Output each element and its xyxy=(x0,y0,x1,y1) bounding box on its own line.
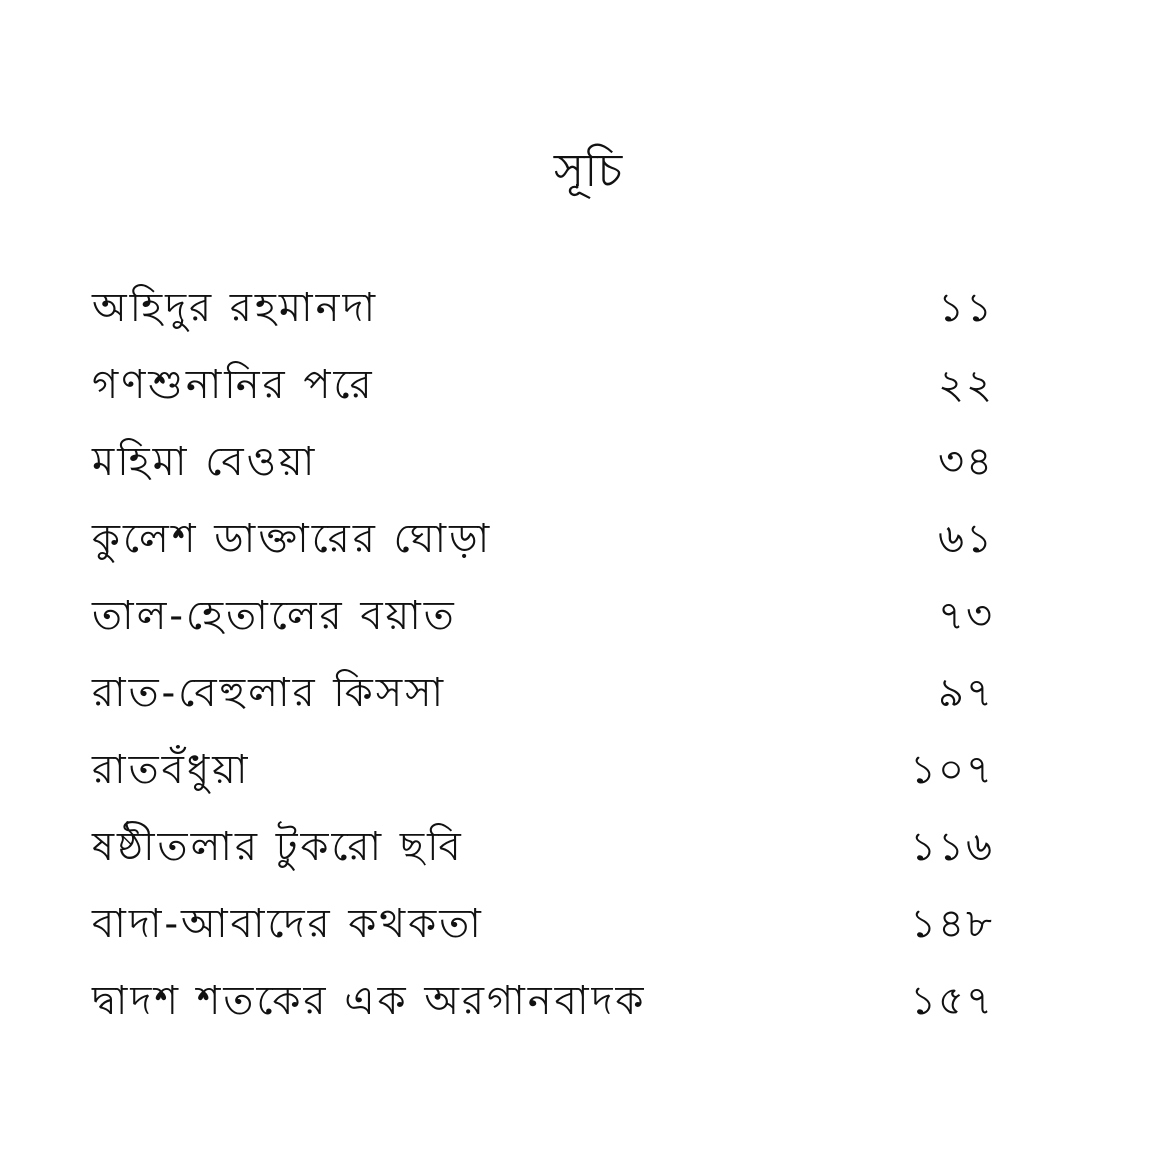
toc-entry-page: ১১ xyxy=(938,285,994,331)
toc-entry xyxy=(92,501,1002,578)
toc-entry xyxy=(92,732,1002,809)
toc-entry-title: বাদা-আবাদের কথকতা xyxy=(92,901,484,947)
toc-entry-title: অহিদুর রহমানদা xyxy=(92,285,379,331)
toc-entry-title: তাল-হেতালের বয়াত xyxy=(92,593,457,639)
page-title: সূচি xyxy=(553,143,623,197)
toc-entry-page: ১১৬ xyxy=(910,824,994,870)
toc-entry xyxy=(92,963,1002,1040)
toc-entry xyxy=(92,347,1002,424)
toc-entry-page: ২২ xyxy=(937,362,994,408)
toc-entry-title: কুলেশ ডাক্তারের ঘোড়া xyxy=(92,516,493,562)
toc-entry-title: মহিমা বেওয়া xyxy=(92,439,318,485)
toc-entry-page: ১৪৮ xyxy=(910,901,994,947)
table-of-contents xyxy=(92,270,1002,1040)
toc-entry xyxy=(92,886,1002,963)
toc-entry-title: গণশুনানির পরে xyxy=(92,362,375,408)
toc-entry-title: রাতবঁধুয়া xyxy=(92,747,251,793)
toc-entry xyxy=(92,270,1002,347)
toc-entry xyxy=(92,424,1002,501)
toc-entry xyxy=(92,809,1002,886)
toc-entry-page: ৬১ xyxy=(938,516,994,562)
toc-entry-page: ৩৪ xyxy=(938,439,994,485)
toc-entry-title: রাত-বেহুলার কিসসা xyxy=(92,670,447,716)
toc-entry-page: ৭৩ xyxy=(937,593,994,639)
toc-entry-title: ষষ্ঠীতলার টুকরো ছবি xyxy=(92,824,464,870)
toc-entry xyxy=(92,655,1002,732)
toc-entry-page: ১৫৭ xyxy=(910,978,994,1024)
toc-entry-page: ১০৭ xyxy=(910,747,994,793)
toc-entry-page: ৯৭ xyxy=(938,670,994,716)
toc-entry-title: দ্বাদশ শতকের এক অরগানবাদক xyxy=(92,978,647,1024)
toc-entry xyxy=(92,578,1002,655)
